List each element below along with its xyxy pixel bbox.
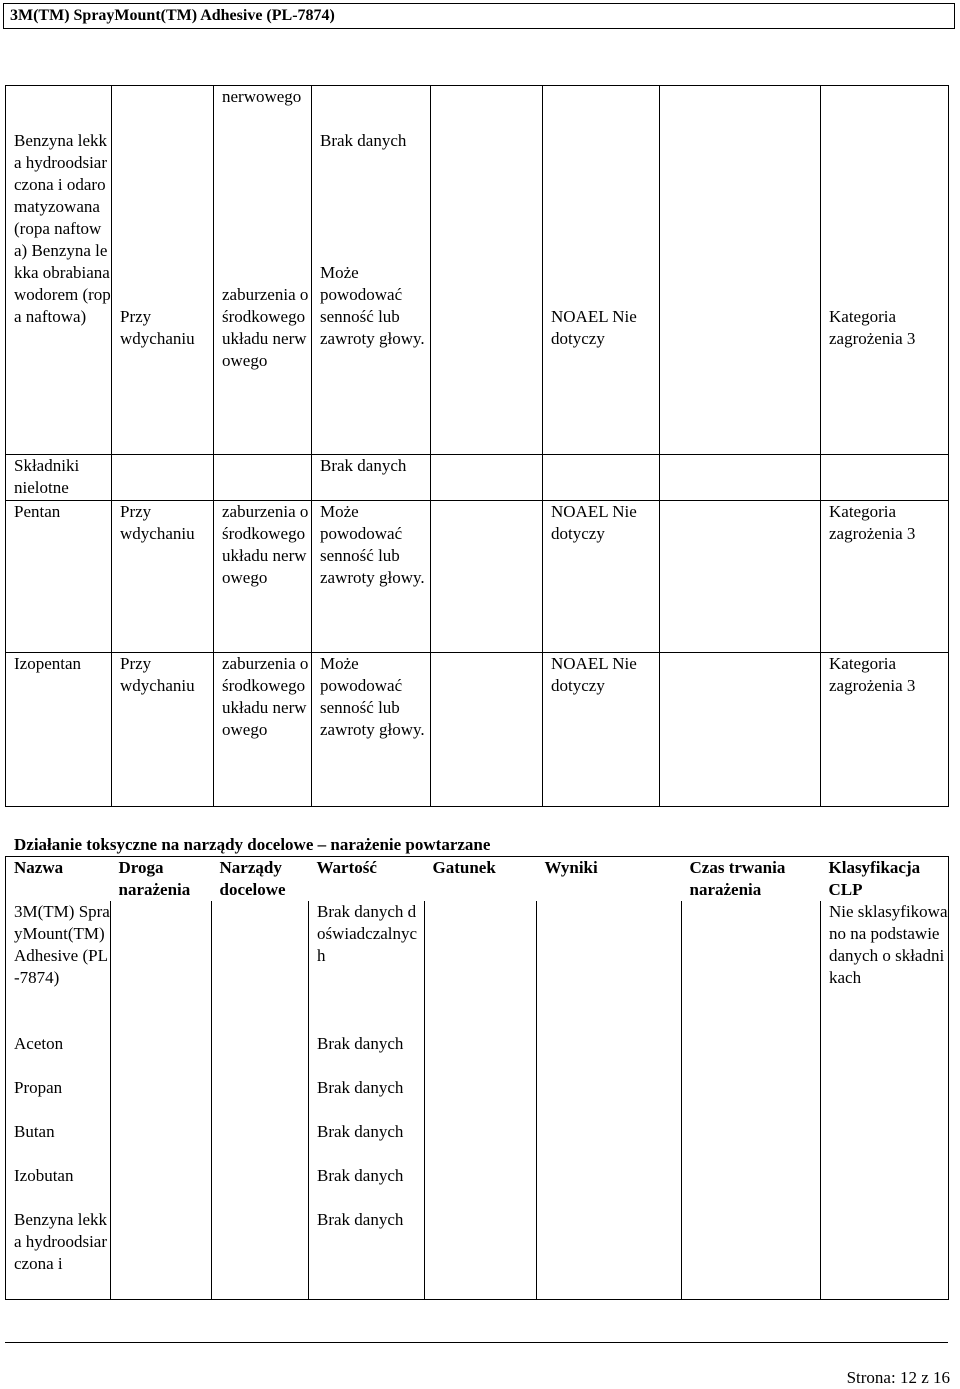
table-row: [6, 1077, 949, 1121]
clp-classification: Nie sklasyfikowano na podstawie danych o składnikach: [829, 902, 948, 987]
column-header: Klasyfikacja CLP: [828, 858, 921, 899]
substance-name: 3M(TM) SprayMount(TM) Adhesive (PL-7874): [6, 901, 111, 1033]
clp-classification: Kategoria zagrożenia 3: [821, 653, 949, 807]
target-organs: zaburzenia ośrodkowego układu nerwowego: [214, 501, 312, 653]
clp-classification: Kategoria zagrożenia 3: [821, 86, 949, 455]
substance-name: Pentan: [6, 501, 112, 653]
value: Brak danych: [309, 1209, 425, 1299]
table-header-row: [6, 857, 949, 902]
substance-name: Propan: [6, 1077, 111, 1121]
value: Brak danych: [309, 1165, 425, 1209]
table-row: [6, 1121, 949, 1165]
results: NOAEL Nie dotyczy: [543, 501, 660, 653]
exposure-route: Przy wdychaniu: [112, 653, 214, 807]
value: Brak danych: [309, 1077, 425, 1121]
results: NOAEL Nie dotyczy: [543, 653, 660, 807]
value: Brak danych: [309, 1033, 425, 1077]
column-header: Nazwa: [14, 858, 64, 877]
column-header: Droga narażenia: [118, 858, 191, 899]
table-row: [6, 1209, 949, 1299]
substance-name: Butan: [6, 1121, 111, 1165]
species: [431, 86, 543, 455]
document-header: [3, 3, 955, 29]
document-title: 3M(TM) SprayMount(TM) Adhesive (PL-7874): [10, 7, 335, 24]
value: Brak danych: [309, 1121, 425, 1165]
table-row: [6, 653, 949, 807]
substance-name: Izobutan: [6, 1165, 111, 1209]
exposure-route: Przy wdychaniu: [112, 86, 214, 455]
substance-name: Składniki nielotne: [6, 455, 112, 501]
table-row: [6, 1165, 949, 1209]
results: NOAEL Nie dotyczy: [543, 86, 660, 455]
clp-classification: Kategoria zagrożenia 3: [821, 501, 949, 653]
substance-name: Izopentan: [6, 653, 112, 807]
substance-name: Benzyna lekka hydroodsiarczona i odaromatyzowana(ropa naftowa) Benzyna lekka obrabiana wodorem (ropa naftowa): [6, 86, 112, 455]
table-row: [6, 1033, 949, 1077]
column-header: Narządy docelowe: [219, 858, 286, 899]
exposure-duration: [660, 86, 821, 455]
page-number: Strona: 12 z 16: [846, 1368, 950, 1387]
value: Brak danych: [312, 455, 431, 501]
value: Brak danych doświadczalnych: [309, 901, 425, 1033]
footer-divider: [5, 1342, 948, 1343]
target-organs: zaburzenia ośrodkowego układu nerwowego: [214, 653, 312, 807]
section-title: Działanie toksyczne na narządy docelowe – narażenie powtarzane: [14, 835, 491, 854]
exposure-route: Przy wdychaniu: [112, 501, 214, 653]
column-header: Gatunek: [432, 858, 496, 877]
toxicity-table-repeated-exposure: [5, 856, 949, 1300]
substance-name: Benzyna lekka hydroodsiarczona i: [6, 1209, 111, 1299]
table-row: [6, 455, 949, 501]
value: Może powodować senność lub zawroty głowy.: [312, 653, 431, 807]
column-header: Wartość: [316, 858, 377, 877]
value: Brak danych Może powodować senność lub zawroty głowy.: [312, 86, 431, 455]
toxicity-table-single-exposure: [5, 85, 949, 807]
table-row: [6, 501, 949, 653]
table-row: [6, 901, 949, 1033]
value: Może powodować senność lub zawroty głowy.: [312, 501, 431, 653]
column-header: Wyniki: [544, 858, 598, 877]
substance-name: Aceton: [6, 1033, 111, 1077]
target-organs: nerwowego zaburzenia ośrodkowego układu nerwowego: [214, 86, 312, 455]
column-header: Czas trwania narażenia: [689, 858, 786, 899]
table-row: [6, 86, 949, 455]
